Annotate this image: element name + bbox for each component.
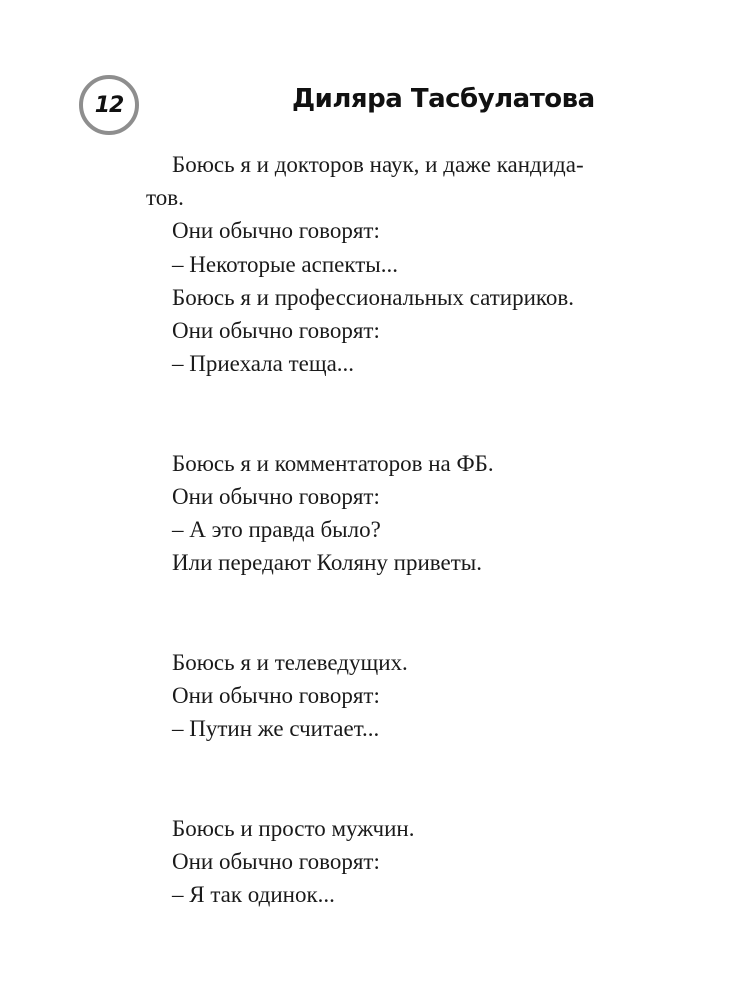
page-number: 12 (94, 92, 124, 118)
stanza-1 (146, 148, 672, 380)
text-line: Они обычно говорят: (172, 218, 380, 244)
stanza-3 (172, 646, 672, 746)
stanza-2 (172, 447, 672, 580)
dialog-line: – А это правда было? (172, 517, 381, 543)
text-line: Боюсь я и комментаторов на ФБ. (172, 450, 494, 476)
dialog-line: – Я так одинок... (172, 882, 335, 908)
text-line: Боюсь я и докторов наук, и даже кандида- (172, 152, 584, 177)
stanza-gap (172, 579, 672, 645)
stanza-gap (172, 380, 672, 446)
stanza-4 (172, 812, 672, 912)
dialog-line: – Некоторые аспекты... (172, 251, 398, 277)
text-line: тов. (146, 185, 184, 211)
text-line: Или передают Коляну приветы. (172, 550, 482, 576)
body-text (146, 148, 672, 911)
text-line: Боюсь и просто мужчин. (172, 815, 415, 841)
stanza-gap (172, 745, 672, 811)
running-header-author (292, 84, 595, 114)
text-line: Они обычно говорят: (172, 483, 380, 509)
text-line: Боюсь я и телеведущих. (172, 649, 408, 675)
author-first-name: Диляра (292, 84, 403, 114)
text-line: Они обычно говорят: (172, 317, 380, 343)
text-line: Они обычно говорят: (172, 848, 380, 874)
dialog-line: – Приехала теща... (172, 351, 355, 377)
author-last-name: Тасбулатова (410, 84, 595, 114)
text-line: Они обычно говорят: (172, 683, 380, 709)
dialog-line: – Путин же считает... (172, 716, 380, 742)
text-line: Боюсь я и профессиональных сатириков. (172, 284, 575, 310)
page-number-badge (79, 75, 139, 135)
